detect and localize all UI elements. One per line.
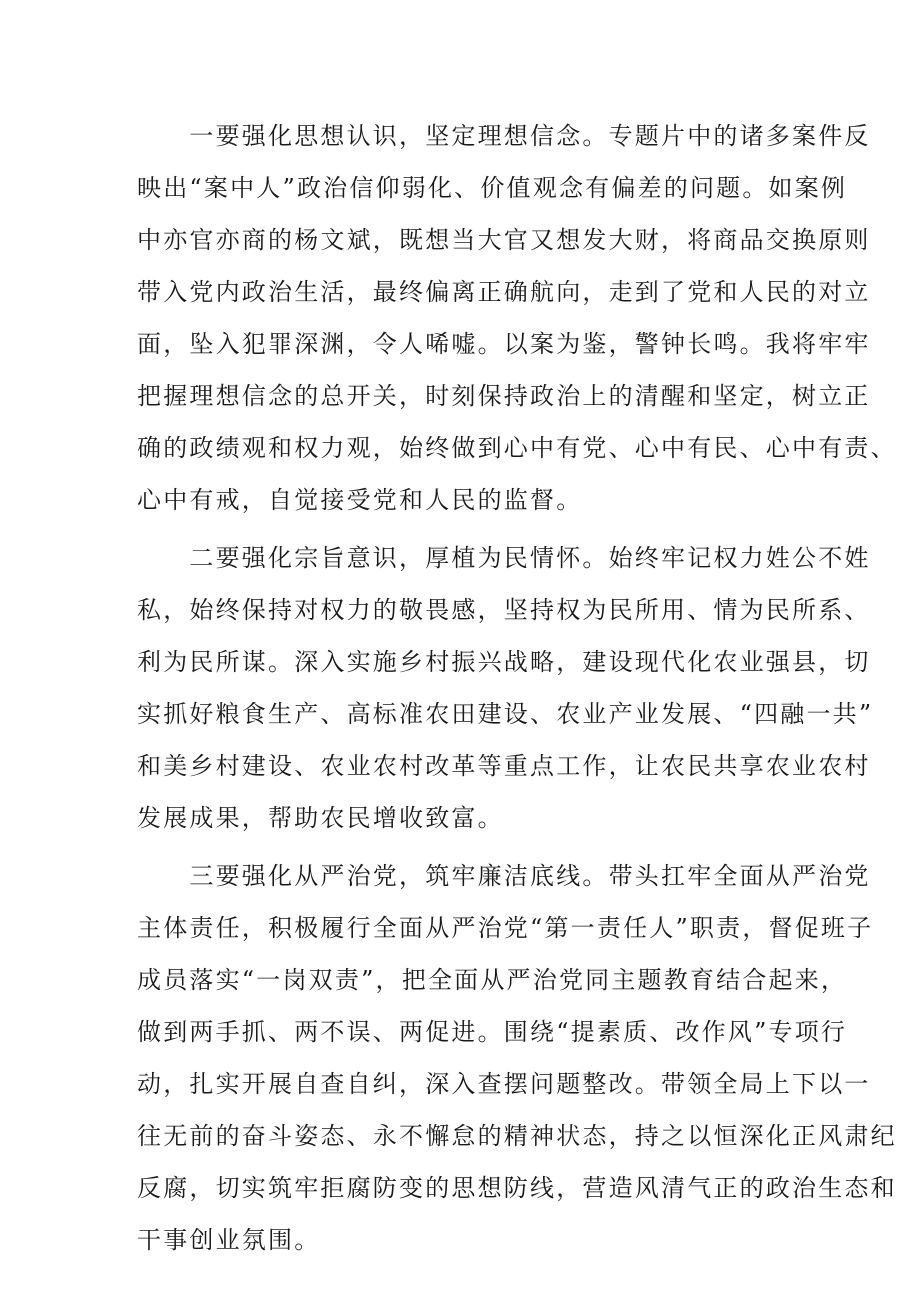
text-line: 二要强化宗旨意识，厚植为民情怀。始终牢记权力姓公不姓 [137, 544, 871, 572]
text-line: 三要强化从严治党，筑牢廉洁底线。带头扛牢全面从严治党 [137, 862, 871, 890]
text-line: 往无前的奋斗姿态、永不懈怠的精神状态，持之以恒深化正风肃纪 [137, 1122, 897, 1150]
text-line: 实抓好粮食生产、高标准农田建设、农业产业发展、“四融一共” [137, 700, 874, 728]
text-line: 映出“案中人”政治信仰弱化、价值观念有偏差的问题。如案例 [137, 174, 848, 202]
text-line: 成员落实“一岗双责”，把全面从严治党同主题教育结合起来， [137, 966, 848, 994]
text-line: 心中有戒，自觉接受党和人民的监督。 [137, 486, 583, 514]
text-line: 私，始终保持对权力的敬畏感，坚持权为民所用、情为民所系、 [137, 596, 871, 624]
document-body [137, 110, 897, 1266]
text-line: 带入党内政治生活，最终偏离正确航向，走到了党和人民的对立 [137, 278, 871, 306]
text-line: 利为民所谋。深入实施乡村振兴战略，建设现代化农业强县，切 [137, 648, 871, 676]
text-line: 干事创业氛围。 [137, 1226, 321, 1254]
paragraph-2 [137, 532, 874, 844]
text-line: 主体责任，积极履行全面从严治党“第一责任人”职责，督促班子 [137, 914, 874, 942]
text-line: 动，扎实开展自查自纠，深入查摆问题整改。带领全局上下以一 [137, 1070, 871, 1098]
text-line: 和美乡村建设、农业农村改革等重点工作，让农民共享农业农村 [137, 752, 871, 780]
text-line: 一要强化思想认识，坚定理想信念。专题片中的诸多案件反 [137, 122, 871, 150]
text-line: 发展成果，帮助农民增收致富。 [137, 804, 504, 832]
text-line: 确的政绩观和权力观，始终做到心中有党、心中有民、心中有责、 [137, 434, 897, 462]
text-line: 把握理想信念的总开关，时刻保持政治上的清醒和坚定，树立正 [137, 382, 871, 410]
paragraph-1 [137, 110, 897, 526]
text-line: 面，坠入犯罪深渊，令人唏嘘。以案为鉴，警钟长鸣。我将牢牢 [137, 330, 871, 358]
paragraph-3 [137, 850, 897, 1266]
text-line: 做到两手抓、两不误、两促进。围绕“提素质、改作风”专项行 [137, 1018, 848, 1046]
text-line: 中亦官亦商的杨文斌，既想当大官又想发大财，将商品交换原则 [137, 226, 871, 254]
text-line: 反腐，切实筑牢拒腐防变的思想防线，营造风清气正的政治生态和 [137, 1174, 897, 1202]
